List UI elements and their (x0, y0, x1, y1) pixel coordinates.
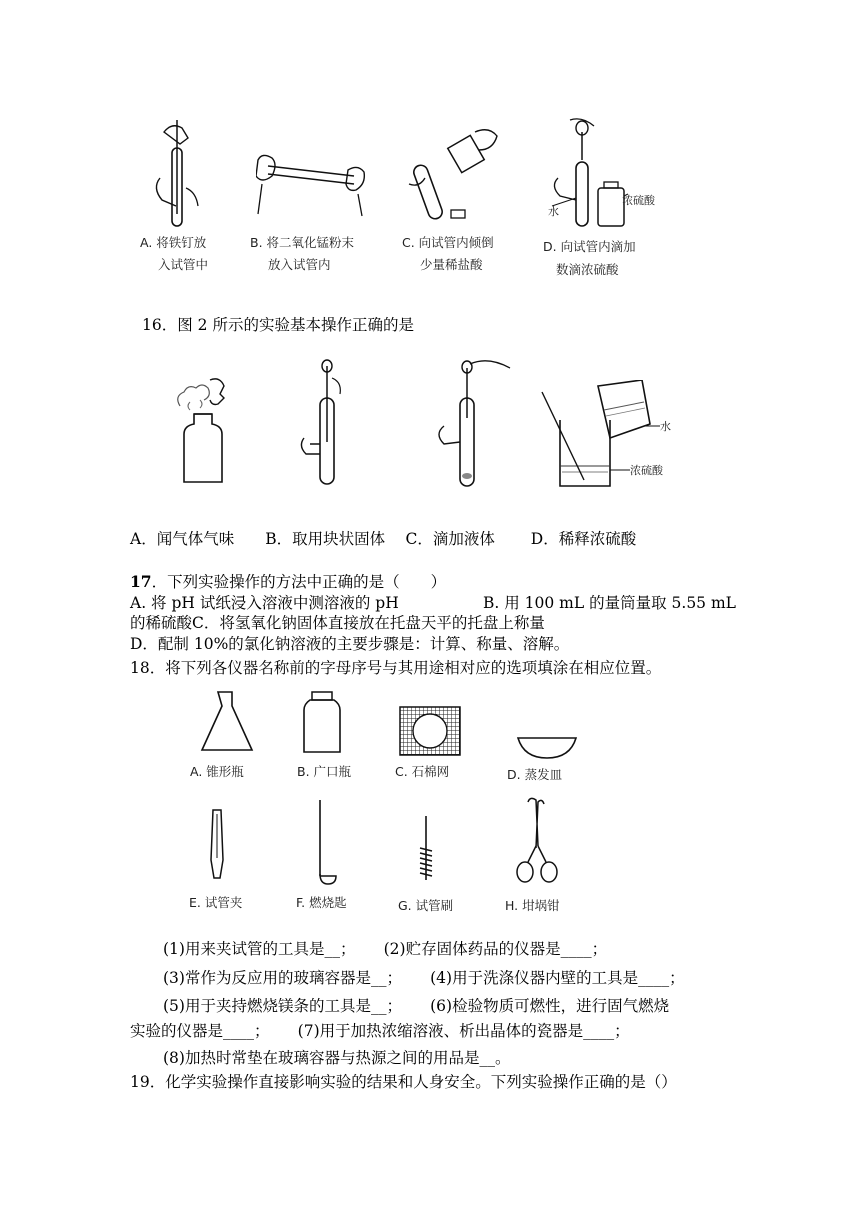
caption-b-line1: B. 将二氧化锰粉末 (250, 235, 355, 250)
caption-tube-holder: E. 试管夹 (189, 895, 243, 910)
label-conc-acid-2: 浓硫酸 (630, 464, 663, 477)
q17-option-a: A. 将 pH 试纸浸入溶液中测溶液的 pH (130, 594, 399, 612)
q19-stem: 19．化学实验操作直接影响实验的结果和人身安全。下列实验操作正确的是（） (130, 1073, 677, 1091)
figure-crucible-tongs (514, 796, 560, 888)
figure-tube-brush (414, 814, 438, 886)
caption-b-line2: 放入试管内 (268, 257, 331, 272)
caption-tube-brush: G. 试管刷 (398, 898, 454, 913)
q18-line-2: (3)常作为反应用的玻璃容器是__； (4)用于洗涤仪器内壁的工具是____； (163, 969, 685, 987)
caption-asbestos-net: C. 石棉网 (395, 764, 450, 779)
caption-c-line2: 少量稀盐酸 (420, 257, 483, 272)
q17-option-b: B. 用 100 mL 的量筒量取 5.55 mL (483, 594, 736, 612)
figure-evaporating-dish (516, 736, 578, 760)
figure-drip-liquid (430, 358, 520, 490)
q17-stem: 17．下列实验操作的方法中正确的是（ ） (130, 572, 447, 591)
figure-pour-acid (405, 124, 505, 224)
q18-line-5: (8)加热时常垫在玻璃容器与热源之间的用品是__。 (163, 1049, 511, 1067)
figure-smell-gas (170, 370, 236, 488)
figure-block-solid (298, 358, 358, 488)
figure-tube-holder (205, 808, 229, 880)
q17-option-d: D．配制 10%的氯化钠溶液的主要步骤是：计算、称量、溶解。 (130, 635, 570, 653)
q16-options: A．闻气体气味 B．取用块状固体 C．滴加液体 D．稀释浓硫酸 (130, 530, 637, 548)
q18-stem: 18．将下列各仪器名称前的字母序号与其用途相对应的选项填涂在相应位置。 (130, 659, 662, 677)
label-conc-acid: 浓硫酸 (622, 194, 655, 207)
figure-wide-bottle (300, 690, 344, 756)
caption-evaporating-dish: D. 蒸发皿 (507, 767, 563, 782)
figure-conical-flask (196, 690, 256, 754)
q18-line-1: (1)用来夹试管的工具是__； (2)贮存固体药品的仪器是____； (163, 940, 608, 958)
q17-option-c: 的稀硫酸C．将氢氧化钠固体直接放在托盘天平的托盘上称量 (130, 614, 545, 632)
label-water: 水 (548, 205, 559, 218)
caption-wide-bottle: B. 广口瓶 (297, 764, 352, 779)
q16-stem: 16．图 2 所示的实验基本操作正确的是 (142, 316, 414, 334)
label-water-2: 水 (660, 420, 671, 433)
q18-line-3: (5)用于夹持燃烧镁条的工具是__； (6)检验物质可燃性，进行固气燃烧 (163, 997, 670, 1015)
figure-iron-nail (150, 118, 210, 230)
caption-d-line1: D. 向试管内滴加 (543, 239, 636, 254)
caption-c-line1: C. 向试管内倾倒 (402, 235, 494, 250)
caption-d-line2: 数滴浓硫酸 (556, 262, 619, 277)
figure-combustion-spoon (306, 798, 340, 888)
caption-conical-flask: A. 锥形瓶 (190, 764, 244, 779)
caption-a-line1: A. 将铁钉放 (140, 235, 207, 250)
figure-mno2-powder (256, 150, 366, 220)
caption-a-line2: 入试管中 (158, 257, 209, 272)
caption-combustion-spoon: F. 燃烧匙 (296, 895, 347, 910)
q18-line-4: 实验的仪器是____； (7)用于加热浓缩溶液、析出晶体的瓷器是____； (130, 1022, 630, 1040)
caption-crucible-tongs: H. 坩埚钳 (505, 898, 560, 913)
figure-asbestos-net (399, 706, 461, 756)
figure-drip-acid (548, 118, 658, 230)
